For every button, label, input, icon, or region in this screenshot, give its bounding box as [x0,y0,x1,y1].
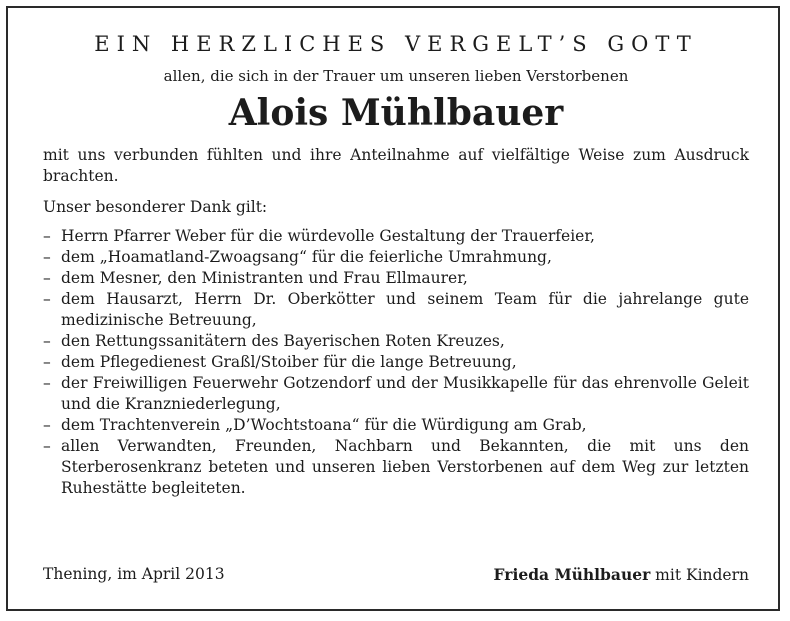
list-item-text: Herrn Pfarrer Weber für die würdevolle Gestaltung der Trauerfeier, [61,227,595,245]
list-item [43,352,749,373]
list-item-text: dem Pflegedienest Graßl/Stoiber für die lange Betreuung, [61,353,517,371]
list-item-text: dem Mesner, den Ministranten und Frau Ellmaurer, [61,269,468,287]
dash: – [43,227,51,245]
list-item [43,373,749,415]
list-item [43,436,749,499]
dash: – [43,416,51,434]
list-item-text: dem „Hoamatland-Zwoagsang“ für die feierliche Umrahmung, [61,248,552,266]
dash: – [43,332,51,350]
thanks-intro: Unser besonderer Dank gilt: [43,198,268,216]
list-item [43,415,749,436]
dash: – [43,248,51,266]
place-date: Thening, im April 2013 [43,565,225,583]
dash: – [43,290,51,308]
list-item-text: dem Hausarzt, Herrn Dr. Oberkötter und seinem Team für die jahrelange gute medizinische Betreuung, [61,290,749,329]
signer-suffix: mit Kindern [650,566,749,584]
signer-name: Frieda Mühlbauer [493,565,651,584]
notice-footer [43,564,749,586]
dash: – [43,269,51,287]
notice-body [43,30,749,499]
signature [494,564,749,586]
list-item [43,247,749,268]
list-item [43,331,749,352]
list-item [43,289,749,331]
headline: EIN HERZLICHES VERGELT’S GOTT [94,32,698,56]
thanks-list [43,226,749,499]
list-item-text: allen Verwandten, Freunden, Nachbarn und Bekannten, die mit uns den Sterberosenkranz beteten und unseren lieben Verstorbenen auf dem Weg zur letzten Ruhestätte begleiteten. [61,437,749,497]
dash: – [43,353,51,371]
list-item-text: dem Trachtenverein „D’Wochtstoana“ für die Würdigung am Grab, [61,416,587,434]
dash: – [43,437,51,455]
list-item [43,268,749,289]
list-item [43,226,749,247]
dash: – [43,374,51,392]
deceased-name: Alois Mühlbauer [228,92,564,134]
list-item-text: den Rettungssanitätern des Bayerischen Roten Kreuzes, [61,332,505,350]
subline: allen, die sich in der Trauer um unseren lieben Verstorbenen [163,67,629,85]
list-item-text: der Freiwilligen Feuerwehr Gotzendorf und der Musikkapelle für das ehrenvolle Geleit und die Kranzniederlegung, [61,374,749,413]
intro-paragraph: mit uns verbunden fühlten und ihre Anteilnahme auf vielfältige Weise zum Ausdruck brachten. [43,146,749,185]
